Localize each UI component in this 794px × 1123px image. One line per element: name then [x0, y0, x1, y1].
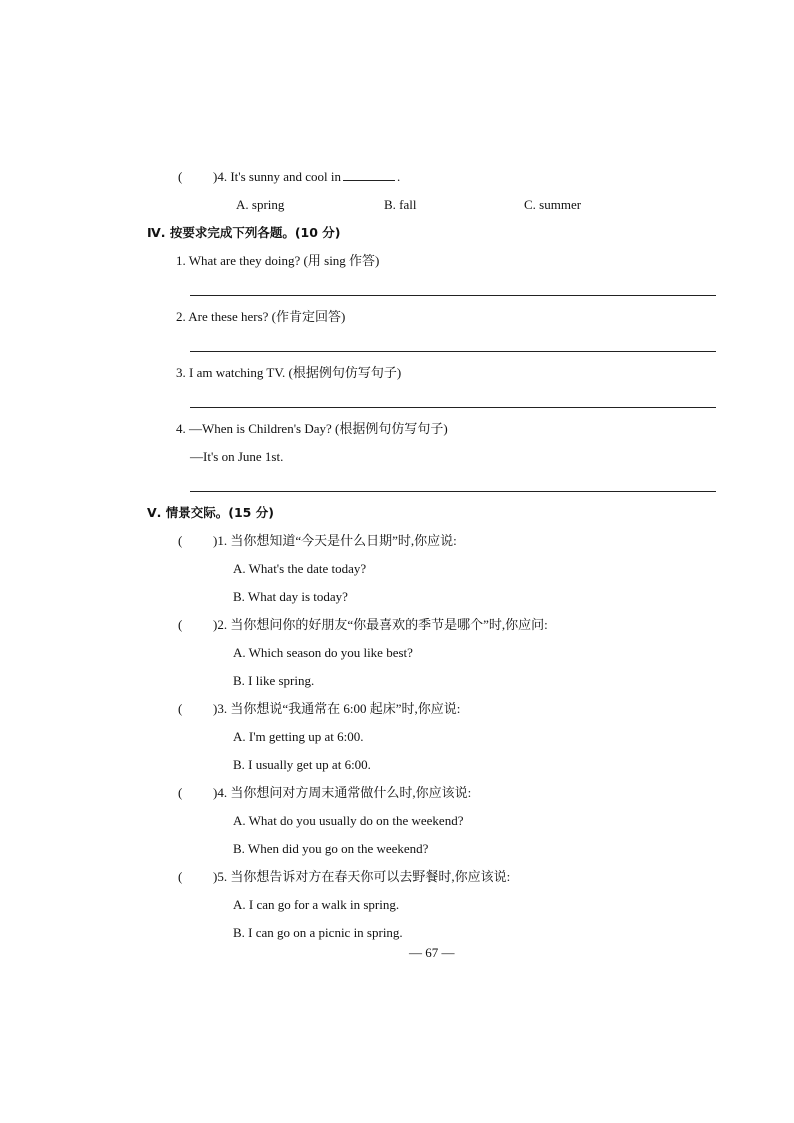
question-5-5: )5. 当你想告诉对方在春天你可以去野餐时,你应该说:	[213, 869, 511, 884]
answer-line[interactable]	[190, 407, 716, 408]
option-b: B. What day is today?	[233, 589, 348, 604]
answer-paren: (	[178, 169, 183, 184]
option-b: B. fall	[384, 197, 417, 212]
stem-text: )4. It's sunny and cool in	[213, 169, 341, 184]
option-b: B. I like spring.	[233, 673, 315, 688]
option-b: B. I can go on a picnic in spring.	[233, 925, 403, 940]
answer-paren[interactable]: (	[178, 869, 183, 884]
section-heading: Ⅳ. 按要求完成下列各题。(10 分)	[147, 225, 341, 240]
question-5-2: )2. 当你想问你的好朋友“你最喜欢的季节是哪个”时,你应问:	[213, 617, 548, 632]
option-b: B. I usually get up at 6:00.	[233, 757, 371, 772]
question-4-1: 1. What are they doing? (用 sing 作答)	[176, 253, 380, 268]
question-stem	[213, 169, 400, 185]
page-number: — 67 —	[409, 945, 455, 960]
option-a: A. Which season do you like best?	[233, 645, 413, 660]
answer-blank[interactable]	[343, 169, 395, 181]
example-answer: —It's on June 1st.	[190, 449, 284, 464]
option-a: A. I can go for a walk in spring.	[233, 897, 400, 912]
question-5-4: )4. 当你想问对方周末通常做什么时,你应该说:	[213, 785, 472, 800]
stem-period: .	[397, 169, 401, 184]
question-4-3: 3. I am watching TV. (根据例句仿写句子)	[176, 365, 402, 380]
question-5-3: )3. 当你想说“我通常在 6:00 起床”时,你应说:	[213, 701, 461, 716]
answer-line[interactable]	[190, 295, 716, 296]
option-a: A. spring	[236, 197, 285, 212]
question-4-2: 2. Are these hers? (作肯定回答)	[176, 309, 346, 324]
option-a: A. I'm getting up at 6:00.	[233, 729, 364, 744]
answer-paren[interactable]: (	[178, 701, 183, 716]
answer-line[interactable]	[190, 491, 716, 492]
answer-paren[interactable]: (	[178, 533, 183, 548]
section-heading: Ⅴ. 情景交际。(15 分)	[147, 505, 274, 520]
option-c: C. summer	[524, 197, 582, 212]
answer-paren[interactable]: (	[178, 617, 183, 632]
question-4-4: 4. —When is Children's Day? (根据例句仿写句子)	[176, 421, 448, 436]
answer-paren[interactable]: (	[178, 785, 183, 800]
option-a: A. What do you usually do on the weekend?	[233, 813, 464, 828]
option-a: A. What's the date today?	[233, 561, 367, 576]
option-b: B. When did you go on the weekend?	[233, 841, 429, 856]
question-5-1: )1. 当你想知道“今天是什么日期”时,你应说:	[213, 533, 457, 548]
answer-line[interactable]	[190, 351, 716, 352]
